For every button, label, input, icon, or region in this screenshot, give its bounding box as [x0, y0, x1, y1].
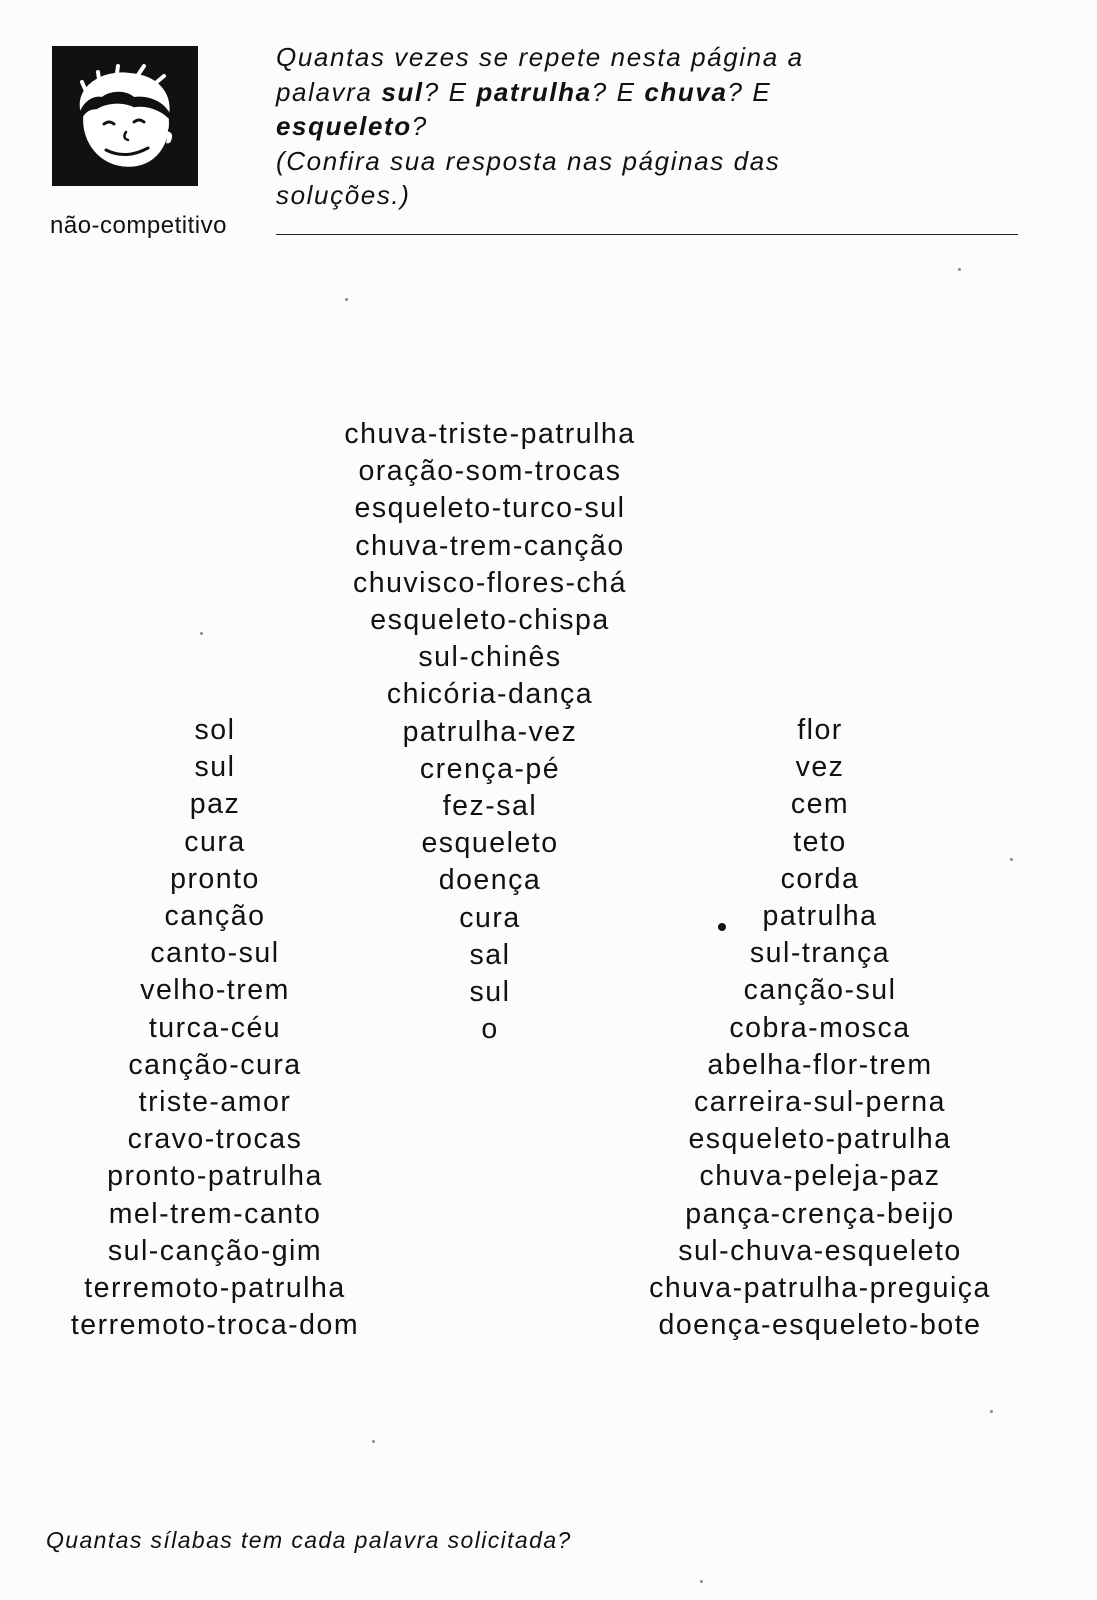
word-item: velho-trem — [140, 974, 290, 1007]
word-item: terremoto-troca-dom — [70, 1309, 360, 1342]
word-item: sul-canção-gim — [107, 1234, 323, 1267]
word-item: flor — [797, 714, 843, 746]
word-item: patrulha-vez — [402, 715, 578, 748]
word-item: cravo-trocas — [127, 1123, 303, 1156]
word-item: corda — [780, 862, 860, 895]
scan-speck — [345, 298, 348, 301]
word-item: pronto-patrulha — [107, 1160, 323, 1193]
instructions-line-1: Quantas vezes se repete nesta página a — [276, 42, 804, 72]
word-item: teto — [793, 825, 847, 858]
answer-line — [276, 234, 1018, 235]
word-item: doença-esqueleto-bote — [658, 1309, 982, 1342]
word-item: vez — [795, 751, 845, 784]
scan-speck — [200, 632, 203, 635]
word-item: sol — [194, 714, 236, 746]
word-item: esqueleto — [421, 827, 559, 860]
word-item: patrulha — [762, 900, 878, 932]
word-item: esqueleto-turco-sul — [354, 492, 626, 525]
word-item: paz — [189, 788, 241, 821]
word-item: fez-sal — [442, 790, 538, 822]
target-word-patrulha: patrulha — [476, 76, 592, 107]
instructions-line-2 — [276, 75, 1036, 110]
word-item: chuvisco-flores-chá — [352, 566, 627, 599]
word-item: o — [481, 1013, 499, 1046]
word-item: pronto — [170, 862, 260, 895]
word-item: terremoto-patrulha — [84, 1272, 346, 1304]
word-item: cura — [184, 825, 246, 858]
scan-speck — [372, 1440, 375, 1443]
word-item: canção — [164, 900, 266, 932]
word-item: crença-pé — [419, 752, 561, 785]
word-item: sul — [194, 751, 236, 784]
word-item: chicória-dança — [386, 678, 594, 711]
word-item: cura — [459, 901, 521, 934]
instructions-text-segment: palavra — [276, 76, 382, 107]
word-item: esqueleto-patrulha — [688, 1123, 952, 1156]
word-item: canto-sul — [150, 937, 280, 970]
word-item: chuva-triste-patrulha — [344, 418, 636, 450]
word-item: abelha-flor-trem — [707, 1048, 933, 1081]
instructions-line-5: soluções.) — [276, 180, 411, 210]
word-item: doença — [438, 864, 542, 897]
word-item: chuva-trem-canção — [355, 529, 625, 562]
instructions-text-segment: ? — [411, 111, 428, 141]
word-item: sul-trança — [749, 937, 891, 970]
word-item: cem — [790, 788, 850, 821]
word-item: carreira-sul-perna — [694, 1086, 946, 1118]
scan-speck — [1010, 858, 1013, 861]
scan-speck — [990, 1410, 993, 1413]
target-word-sul: sul — [381, 76, 424, 107]
scan-speck — [958, 268, 961, 271]
word-item: canção-cura — [128, 1048, 302, 1081]
activity-category-label: não-competitivo — [50, 212, 227, 239]
instructions-text-segment: ? E — [423, 76, 477, 107]
word-item: chuva-patrulha-preguiça — [649, 1272, 991, 1304]
instructions-text-segment: ? E — [727, 76, 772, 107]
footer-question: Quantas sílabas tem cada palavra solicitada? — [46, 1527, 572, 1553]
bullet-mark — [718, 923, 726, 931]
word-item: cobra-mosca — [729, 1011, 911, 1044]
word-item: sul-chinês — [418, 641, 562, 674]
instructions-text-segment: ? E — [591, 76, 645, 107]
word-item: canção-sul — [743, 974, 897, 1007]
instructions-line-3 — [276, 109, 1036, 144]
word-item: pança-crença-beijo — [685, 1197, 955, 1230]
word-item: esqueleto-chispa — [370, 604, 610, 636]
instructions-text — [276, 40, 1036, 213]
word-item: oração-som-trocas — [358, 455, 622, 488]
instructions-line-4: (Confira sua resposta nas páginas das — [276, 145, 781, 176]
target-word-chuva: chuva — [644, 76, 728, 107]
child-face-illustration — [52, 46, 198, 186]
word-item: sal — [469, 938, 511, 971]
scan-speck — [700, 1580, 703, 1583]
word-item: chuva-peleja-paz — [699, 1160, 941, 1193]
word-item: triste-amor — [138, 1086, 292, 1118]
word-item: sul — [469, 976, 511, 1008]
word-item: mel-trem-canto — [108, 1197, 322, 1230]
word-item: sul-chuva-esqueleto — [678, 1234, 962, 1267]
target-word-esqueleto: esqueleto — [276, 111, 412, 141]
word-item: turca-céu — [148, 1011, 282, 1044]
